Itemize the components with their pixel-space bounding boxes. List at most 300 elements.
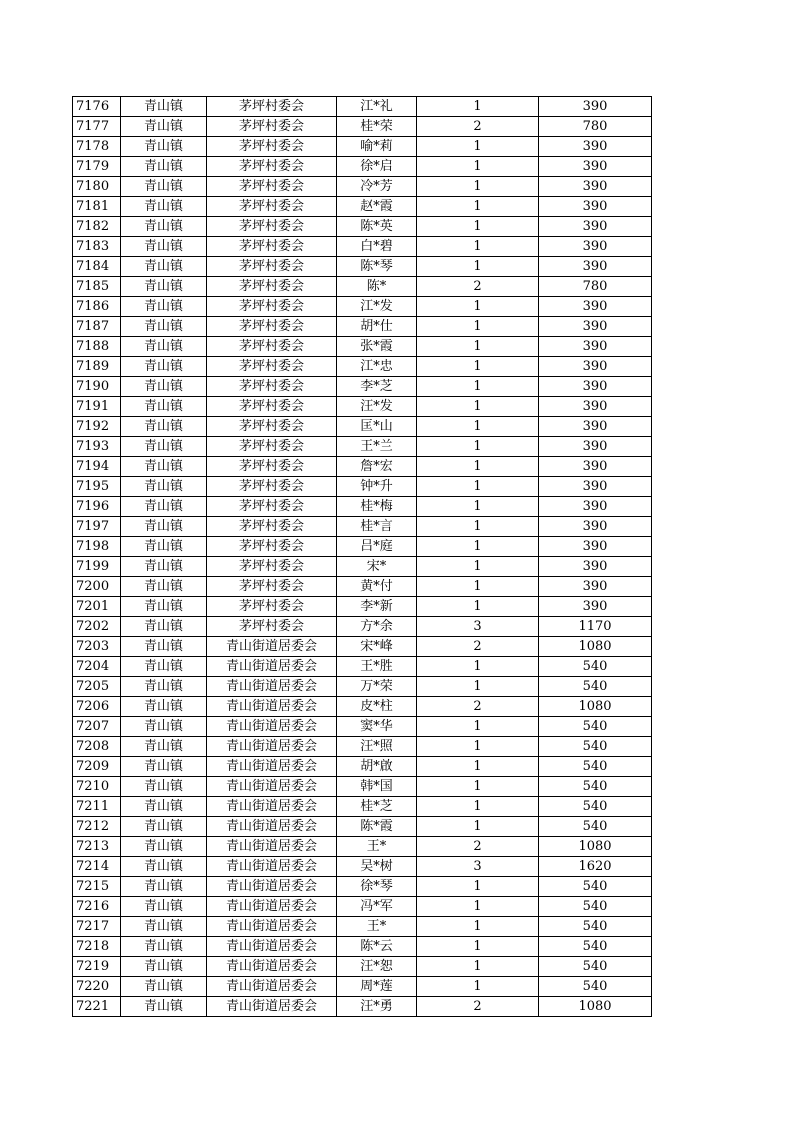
committee-cell: 青山街道居委会 [207, 777, 337, 797]
name-cell: 窦*华 [337, 717, 417, 737]
committee-cell: 茅坪村委会 [207, 217, 337, 237]
committee-cell: 青山街道居委会 [207, 677, 337, 697]
amount-cell: 390 [539, 137, 652, 157]
committee-cell: 茅坪村委会 [207, 197, 337, 217]
table-row [73, 757, 652, 777]
count-cell: 1 [417, 297, 539, 317]
table-row [73, 997, 652, 1017]
table-row [73, 537, 652, 557]
town-cell: 青山镇 [121, 97, 207, 117]
count-cell: 1 [417, 977, 539, 997]
amount-cell: 540 [539, 797, 652, 817]
table-row [73, 297, 652, 317]
town-cell: 青山镇 [121, 997, 207, 1017]
amount-cell: 1080 [539, 637, 652, 657]
row-number-cell: 7178 [73, 137, 121, 157]
table-row [73, 917, 652, 937]
table-row [73, 457, 652, 477]
row-number-cell: 7217 [73, 917, 121, 937]
table-row [73, 957, 652, 977]
town-cell: 青山镇 [121, 417, 207, 437]
name-cell: 王*兰 [337, 437, 417, 457]
amount-cell: 390 [539, 477, 652, 497]
row-number-cell: 7206 [73, 697, 121, 717]
table-row [73, 837, 652, 857]
count-cell: 1 [417, 597, 539, 617]
town-cell: 青山镇 [121, 437, 207, 457]
count-cell: 1 [417, 397, 539, 417]
name-cell: 赵*霞 [337, 197, 417, 217]
name-cell: 陈*云 [337, 937, 417, 957]
table-row [73, 977, 652, 997]
town-cell: 青山镇 [121, 557, 207, 577]
row-number-cell: 7185 [73, 277, 121, 297]
row-number-cell: 7216 [73, 897, 121, 917]
row-number-cell: 7179 [73, 157, 121, 177]
row-number-cell: 7200 [73, 577, 121, 597]
name-cell: 宋*峰 [337, 637, 417, 657]
row-number-cell: 7204 [73, 657, 121, 677]
table-row [73, 117, 652, 137]
name-cell: 徐*启 [337, 157, 417, 177]
town-cell: 青山镇 [121, 517, 207, 537]
name-cell: 王* [337, 917, 417, 937]
amount-cell: 540 [539, 957, 652, 977]
town-cell: 青山镇 [121, 317, 207, 337]
table-row [73, 337, 652, 357]
table-row [73, 797, 652, 817]
amount-cell: 1080 [539, 837, 652, 857]
count-cell: 1 [417, 557, 539, 577]
count-cell: 1 [417, 217, 539, 237]
town-cell: 青山镇 [121, 977, 207, 997]
committee-cell: 茅坪村委会 [207, 557, 337, 577]
count-cell: 2 [417, 837, 539, 857]
name-cell: 钟*升 [337, 477, 417, 497]
count-cell: 1 [417, 777, 539, 797]
committee-cell: 茅坪村委会 [207, 337, 337, 357]
table-row [73, 377, 652, 397]
town-cell: 青山镇 [121, 817, 207, 837]
table-row [73, 617, 652, 637]
name-cell: 白*碧 [337, 237, 417, 257]
name-cell: 王* [337, 837, 417, 857]
table-row [73, 177, 652, 197]
count-cell: 1 [417, 797, 539, 817]
amount-cell: 390 [539, 357, 652, 377]
name-cell: 桂*梅 [337, 497, 417, 517]
table-row [73, 217, 652, 237]
count-cell: 1 [417, 157, 539, 177]
count-cell: 1 [417, 377, 539, 397]
committee-cell: 茅坪村委会 [207, 357, 337, 377]
committee-cell: 青山街道居委会 [207, 657, 337, 677]
committee-cell: 茅坪村委会 [207, 277, 337, 297]
table-row [73, 477, 652, 497]
name-cell: 胡*仕 [337, 317, 417, 337]
name-cell: 桂*荣 [337, 117, 417, 137]
committee-cell: 青山街道居委会 [207, 637, 337, 657]
count-cell: 2 [417, 117, 539, 137]
committee-cell: 青山街道居委会 [207, 797, 337, 817]
table-row [73, 937, 652, 957]
count-cell: 1 [417, 337, 539, 357]
count-cell: 1 [417, 877, 539, 897]
town-cell: 青山镇 [121, 937, 207, 957]
name-cell: 李*芝 [337, 377, 417, 397]
name-cell: 冷*芳 [337, 177, 417, 197]
committee-cell: 青山街道居委会 [207, 957, 337, 977]
count-cell: 1 [417, 937, 539, 957]
table-row [73, 197, 652, 217]
amount-cell: 1170 [539, 617, 652, 637]
count-cell: 1 [417, 177, 539, 197]
count-cell: 2 [417, 637, 539, 657]
committee-cell: 茅坪村委会 [207, 397, 337, 417]
amount-cell: 540 [539, 917, 652, 937]
name-cell: 匡*山 [337, 417, 417, 437]
row-number-cell: 7209 [73, 757, 121, 777]
name-cell: 王*胜 [337, 657, 417, 677]
table-row [73, 437, 652, 457]
row-number-cell: 7194 [73, 457, 121, 477]
row-number-cell: 7188 [73, 337, 121, 357]
row-number-cell: 7201 [73, 597, 121, 617]
town-cell: 青山镇 [121, 157, 207, 177]
table-row [73, 517, 652, 537]
amount-cell: 540 [539, 977, 652, 997]
town-cell: 青山镇 [121, 637, 207, 657]
count-cell: 2 [417, 697, 539, 717]
count-cell: 1 [417, 97, 539, 117]
row-number-cell: 7221 [73, 997, 121, 1017]
town-cell: 青山镇 [121, 737, 207, 757]
amount-cell: 390 [539, 97, 652, 117]
town-cell: 青山镇 [121, 897, 207, 917]
row-number-cell: 7220 [73, 977, 121, 997]
town-cell: 青山镇 [121, 957, 207, 977]
row-number-cell: 7202 [73, 617, 121, 637]
table-row [73, 357, 652, 377]
town-cell: 青山镇 [121, 677, 207, 697]
town-cell: 青山镇 [121, 757, 207, 777]
name-cell: 皮*柱 [337, 697, 417, 717]
committee-cell: 青山街道居委会 [207, 717, 337, 737]
committee-cell: 青山街道居委会 [207, 737, 337, 757]
committee-cell: 茅坪村委会 [207, 237, 337, 257]
town-cell: 青山镇 [121, 777, 207, 797]
committee-cell: 茅坪村委会 [207, 177, 337, 197]
count-cell: 1 [417, 517, 539, 537]
count-cell: 1 [417, 417, 539, 437]
row-number-cell: 7213 [73, 837, 121, 857]
town-cell: 青山镇 [121, 577, 207, 597]
table-row [73, 897, 652, 917]
town-cell: 青山镇 [121, 237, 207, 257]
name-cell: 黄*付 [337, 577, 417, 597]
amount-cell: 540 [539, 717, 652, 737]
name-cell: 张*霞 [337, 337, 417, 357]
town-cell: 青山镇 [121, 717, 207, 737]
row-number-cell: 7218 [73, 937, 121, 957]
name-cell: 汪*勇 [337, 997, 417, 1017]
name-cell: 喻*莉 [337, 137, 417, 157]
table-row [73, 677, 652, 697]
amount-cell: 390 [539, 457, 652, 477]
town-cell: 青山镇 [121, 857, 207, 877]
row-number-cell: 7203 [73, 637, 121, 657]
amount-cell: 390 [539, 497, 652, 517]
committee-cell: 茅坪村委会 [207, 117, 337, 137]
count-cell: 2 [417, 277, 539, 297]
amount-cell: 780 [539, 277, 652, 297]
committee-cell: 青山街道居委会 [207, 697, 337, 717]
amount-cell: 390 [539, 577, 652, 597]
town-cell: 青山镇 [121, 177, 207, 197]
committee-cell: 茅坪村委会 [207, 537, 337, 557]
row-number-cell: 7190 [73, 377, 121, 397]
amount-cell: 540 [539, 777, 652, 797]
table-row [73, 697, 652, 717]
amount-cell: 390 [539, 217, 652, 237]
row-number-cell: 7193 [73, 437, 121, 457]
count-cell: 1 [417, 957, 539, 977]
amount-cell: 1080 [539, 997, 652, 1017]
count-cell: 1 [417, 437, 539, 457]
town-cell: 青山镇 [121, 397, 207, 417]
table-row [73, 97, 652, 117]
table-row [73, 877, 652, 897]
amount-cell: 540 [539, 757, 652, 777]
row-number-cell: 7189 [73, 357, 121, 377]
name-cell: 詹*宏 [337, 457, 417, 477]
amount-cell: 390 [539, 557, 652, 577]
row-number-cell: 7205 [73, 677, 121, 697]
name-cell: 江*发 [337, 297, 417, 317]
row-number-cell: 7176 [73, 97, 121, 117]
row-number-cell: 7212 [73, 817, 121, 837]
committee-cell: 青山街道居委会 [207, 757, 337, 777]
table-row [73, 577, 652, 597]
table-row [73, 857, 652, 877]
amount-cell: 390 [539, 417, 652, 437]
table-row [73, 497, 652, 517]
table-row [73, 137, 652, 157]
town-cell: 青山镇 [121, 357, 207, 377]
committee-cell: 茅坪村委会 [207, 157, 337, 177]
count-cell: 1 [417, 657, 539, 677]
committee-cell: 茅坪村委会 [207, 597, 337, 617]
table-row [73, 317, 652, 337]
committee-cell: 青山街道居委会 [207, 997, 337, 1017]
row-number-cell: 7187 [73, 317, 121, 337]
table-row [73, 817, 652, 837]
count-cell: 1 [417, 457, 539, 477]
table-row [73, 277, 652, 297]
row-number-cell: 7207 [73, 717, 121, 737]
table-row [73, 657, 652, 677]
name-cell: 江*忠 [337, 357, 417, 377]
town-cell: 青山镇 [121, 877, 207, 897]
count-cell: 1 [417, 237, 539, 257]
name-cell: 陈*琴 [337, 257, 417, 277]
town-cell: 青山镇 [121, 257, 207, 277]
town-cell: 青山镇 [121, 457, 207, 477]
row-number-cell: 7208 [73, 737, 121, 757]
amount-cell: 390 [539, 337, 652, 357]
name-cell: 万*荣 [337, 677, 417, 697]
name-cell: 徐*琴 [337, 877, 417, 897]
count-cell: 3 [417, 617, 539, 637]
row-number-cell: 7219 [73, 957, 121, 977]
count-cell: 1 [417, 817, 539, 837]
amount-cell: 1080 [539, 697, 652, 717]
amount-cell: 540 [539, 657, 652, 677]
name-cell: 吴*树 [337, 857, 417, 877]
table-row [73, 237, 652, 257]
committee-cell: 青山街道居委会 [207, 817, 337, 837]
amount-cell: 390 [539, 297, 652, 317]
committee-cell: 茅坪村委会 [207, 297, 337, 317]
committee-cell: 茅坪村委会 [207, 97, 337, 117]
name-cell: 陈*英 [337, 217, 417, 237]
count-cell: 1 [417, 677, 539, 697]
table-row [73, 557, 652, 577]
row-number-cell: 7196 [73, 497, 121, 517]
row-number-cell: 7195 [73, 477, 121, 497]
name-cell: 周*莲 [337, 977, 417, 997]
name-cell: 桂*言 [337, 517, 417, 537]
name-cell: 吕*庭 [337, 537, 417, 557]
amount-cell: 540 [539, 677, 652, 697]
amount-cell: 540 [539, 817, 652, 837]
committee-cell: 茅坪村委会 [207, 257, 337, 277]
committee-cell: 茅坪村委会 [207, 377, 337, 397]
amount-cell: 390 [539, 517, 652, 537]
count-cell: 2 [417, 997, 539, 1017]
count-cell: 1 [417, 497, 539, 517]
row-number-cell: 7186 [73, 297, 121, 317]
table-row [73, 777, 652, 797]
name-cell: 汪*恕 [337, 957, 417, 977]
town-cell: 青山镇 [121, 377, 207, 397]
amount-cell: 390 [539, 317, 652, 337]
row-number-cell: 7183 [73, 237, 121, 257]
table-body [73, 97, 652, 1017]
town-cell: 青山镇 [121, 217, 207, 237]
row-number-cell: 7198 [73, 537, 121, 557]
committee-cell: 茅坪村委会 [207, 417, 337, 437]
amount-cell: 1620 [539, 857, 652, 877]
table-row [73, 257, 652, 277]
amount-cell: 540 [539, 877, 652, 897]
count-cell: 1 [417, 717, 539, 737]
town-cell: 青山镇 [121, 337, 207, 357]
town-cell: 青山镇 [121, 837, 207, 857]
row-number-cell: 7182 [73, 217, 121, 237]
count-cell: 1 [417, 757, 539, 777]
row-number-cell: 7210 [73, 777, 121, 797]
amount-cell: 540 [539, 737, 652, 757]
row-number-cell: 7180 [73, 177, 121, 197]
count-cell: 1 [417, 317, 539, 337]
town-cell: 青山镇 [121, 277, 207, 297]
town-cell: 青山镇 [121, 497, 207, 517]
row-number-cell: 7181 [73, 197, 121, 217]
town-cell: 青山镇 [121, 657, 207, 677]
amount-cell: 390 [539, 397, 652, 417]
committee-cell: 青山街道居委会 [207, 877, 337, 897]
committee-cell: 青山街道居委会 [207, 977, 337, 997]
town-cell: 青山镇 [121, 137, 207, 157]
name-cell: 陈*霞 [337, 817, 417, 837]
count-cell: 1 [417, 537, 539, 557]
name-cell: 桂*芝 [337, 797, 417, 817]
name-cell: 江*礼 [337, 97, 417, 117]
amount-cell: 390 [539, 157, 652, 177]
town-cell: 青山镇 [121, 537, 207, 557]
committee-cell: 茅坪村委会 [207, 477, 337, 497]
table-row [73, 637, 652, 657]
town-cell: 青山镇 [121, 197, 207, 217]
count-cell: 1 [417, 577, 539, 597]
amount-cell: 390 [539, 537, 652, 557]
name-cell: 陈* [337, 277, 417, 297]
name-cell: 韩*国 [337, 777, 417, 797]
count-cell: 1 [417, 137, 539, 157]
row-number-cell: 7211 [73, 797, 121, 817]
row-number-cell: 7191 [73, 397, 121, 417]
amount-cell: 390 [539, 377, 652, 397]
table-row [73, 157, 652, 177]
town-cell: 青山镇 [121, 617, 207, 637]
count-cell: 1 [417, 477, 539, 497]
count-cell: 1 [417, 917, 539, 937]
amount-cell: 540 [539, 937, 652, 957]
town-cell: 青山镇 [121, 797, 207, 817]
amount-cell: 390 [539, 437, 652, 457]
row-number-cell: 7197 [73, 517, 121, 537]
town-cell: 青山镇 [121, 117, 207, 137]
count-cell: 1 [417, 257, 539, 277]
amount-cell: 780 [539, 117, 652, 137]
row-number-cell: 7192 [73, 417, 121, 437]
committee-cell: 茅坪村委会 [207, 497, 337, 517]
table-row [73, 417, 652, 437]
table-row [73, 397, 652, 417]
table-row [73, 717, 652, 737]
committee-cell: 茅坪村委会 [207, 517, 337, 537]
name-cell: 汪*发 [337, 397, 417, 417]
amount-cell: 390 [539, 597, 652, 617]
row-number-cell: 7214 [73, 857, 121, 877]
count-cell: 1 [417, 197, 539, 217]
committee-cell: 茅坪村委会 [207, 617, 337, 637]
row-number-cell: 7177 [73, 117, 121, 137]
committee-cell: 茅坪村委会 [207, 437, 337, 457]
amount-cell: 390 [539, 257, 652, 277]
committee-cell: 青山街道居委会 [207, 897, 337, 917]
committee-cell: 青山街道居委会 [207, 857, 337, 877]
count-cell: 1 [417, 737, 539, 757]
committee-cell: 青山街道居委会 [207, 937, 337, 957]
town-cell: 青山镇 [121, 917, 207, 937]
row-number-cell: 7215 [73, 877, 121, 897]
amount-cell: 390 [539, 237, 652, 257]
town-cell: 青山镇 [121, 697, 207, 717]
name-cell: 汪*照 [337, 737, 417, 757]
count-cell: 1 [417, 357, 539, 377]
